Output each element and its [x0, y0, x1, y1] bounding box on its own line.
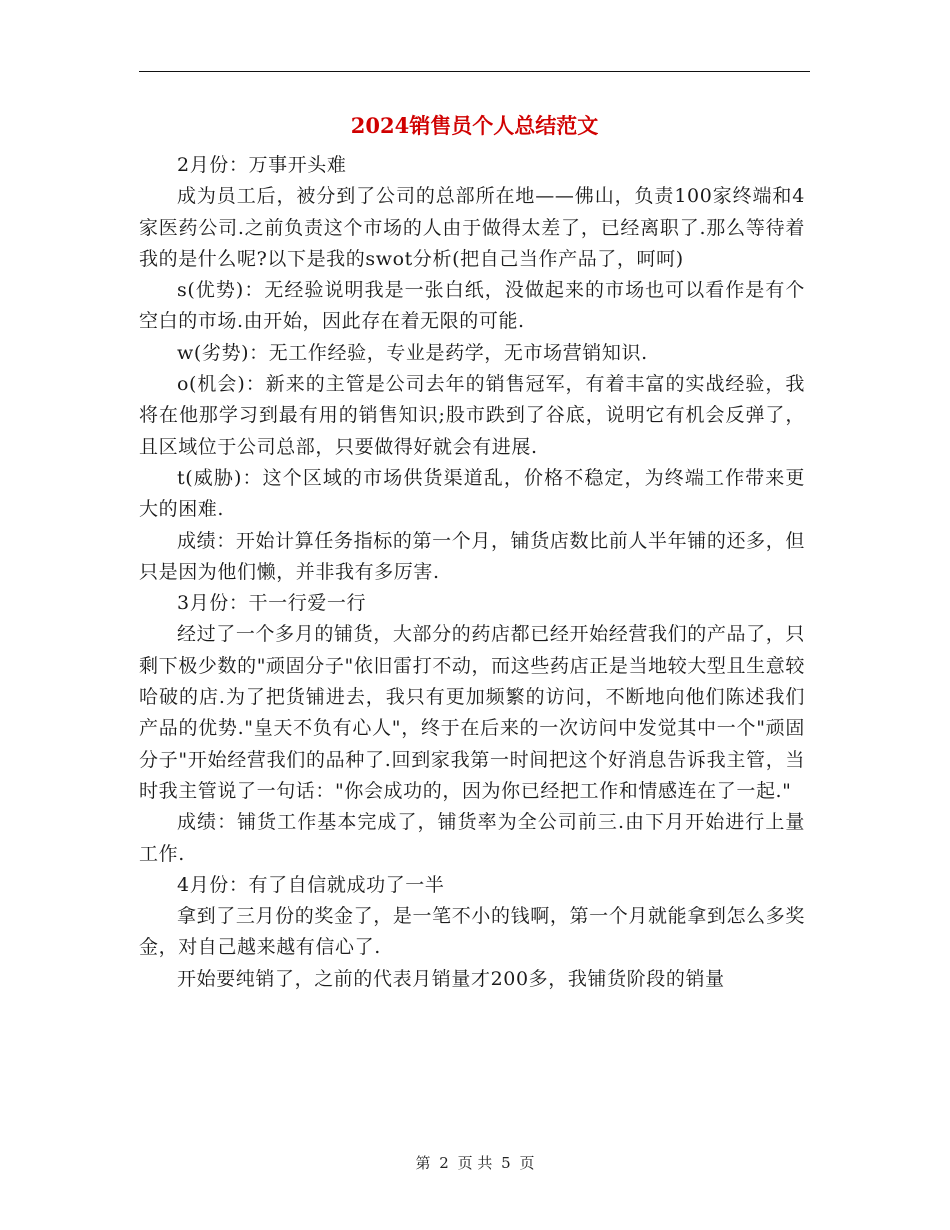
paragraph-feb-result: 成绩：开始计算任务指标的第一个月，铺货店数比前人半年铺的还多，但只是因为他们懒，并非我有多厉害. [139, 529, 805, 583]
paragraph-swot-threat: t(威胁)：这个区域的市场供货渠道乱，价格不稳定，为终端工作带来更大的困难. [139, 466, 805, 521]
paragraph-apr-heading: 4月份：有了自信就成功了一半 [177, 873, 445, 896]
header-rule [139, 71, 810, 72]
paragraph: 拿到了三月份的奖金了，是一笔不小的钱啊，第一个月就能拿到怎么多奖金，对自己越来越有信心了. [139, 905, 805, 959]
page-footer [0, 1153, 950, 1173]
paragraph-swot-opportunity: o(机会)：新来的主管是公司去年的销售冠军，有着丰富的实战经验，我将在他那学习到最有用的销售知识;股市跌到了谷底，说明它有机会反弹了，且区域位于公司总部，只要做得好就会有进展. [139, 373, 805, 458]
paragraph-swot-weakness: w(劣势)：无工作经验，专业是药学，无市场营销知识. [177, 341, 648, 364]
paragraph-mar-heading: 3月份：干一行爱一行 [177, 592, 367, 615]
total-pages-number: 5 [501, 1154, 511, 1172]
paragraph-swot-strength: s(优势)：无经验说明我是一张白纸，没做起来的市场也可以看作是有个空白的市场.由开始，因此存在着无限的可能. [139, 279, 805, 333]
paragraph: 经过了一个多月的铺货，大部分的药店都已经开始经营我们的产品了，只剩下极少数的"顽固分子"依旧雷打不动，而这些药店正是当地较大型且生意较哈破的店.为了把货铺进去，我只有更加频繁的访问，不断地向他们陈述我们产品的优势."皇天不负有心人"，终于在后来的一次访问中发觉其中一个"顽固分子"开始经营我们的品种了.回到家我第一时间把这个好消息告诉我主管，当时我主管说了一句话："你会成功的，因为你已经把工作和情感连在了一起." [139, 623, 805, 802]
page-label-suffix: 页 [519, 1154, 535, 1172]
paragraph-feb-heading: 2月份：万事开头难 [177, 154, 347, 176]
document-title: 2024销售员个人总结范文 [350, 113, 599, 138]
paragraph-mar-result: 成绩：铺货工作基本完成了，铺货率为全公司前三.由下月开始进行上量工作. [139, 811, 805, 865]
document-body [139, 150, 805, 995]
page-label-prefix: 第 [415, 1154, 431, 1172]
current-page-number: 2 [439, 1154, 449, 1172]
paragraph: 开始要纯销了，之前的代表月销量才200多，我铺货阶段的销量 [177, 967, 725, 990]
paragraph: 成为员工后，被分到了公司的总部所在地——佛山，负责100家终端和4家医药公司.之前负责这个市场的人由于做得太差了，已经离职了.那么等待着我的是什么呢?以下是我的swot分析(把自己当作产品了，呵呵) [139, 185, 805, 270]
page-label-mid: 页 共 [457, 1154, 493, 1172]
